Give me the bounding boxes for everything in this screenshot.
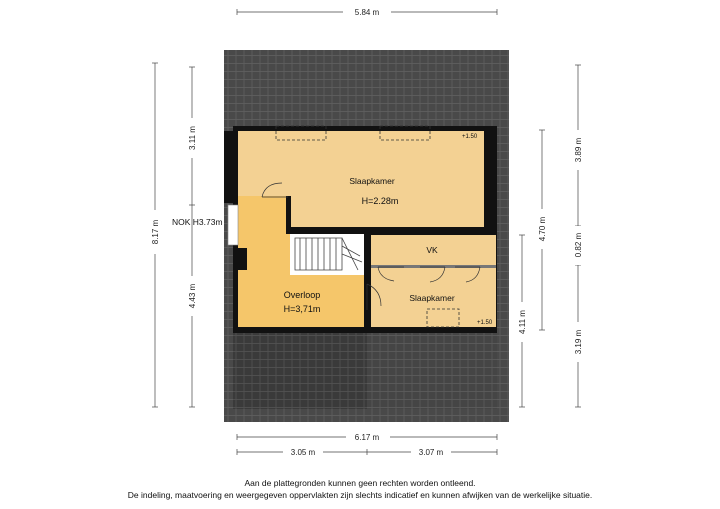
room-height-slaapkamer-top: H=2.28m: [361, 196, 399, 206]
interior-wall: [364, 232, 371, 327]
dim-right-bottom: 3.19 m: [574, 329, 583, 355]
room-name-vk: VK: [426, 245, 438, 255]
dim-left-lower: 4.43 m: [188, 283, 197, 309]
interior-wall: [290, 227, 497, 234]
dim-right-total: 3.89 m: [574, 137, 583, 163]
disclaimer-line-2: De indeling, maatvoering en weergegeven oppervlakten zijn slechts indicatief en kunnen afwijken van de werkelijke situatie.: [127, 490, 593, 500]
interior-wall: [233, 327, 497, 333]
interior-wall: [286, 196, 291, 234]
dim-bottom-right: 3.07 m: [418, 448, 444, 457]
dim-left-upper: 3.11 m: [188, 126, 197, 150]
chimney: [238, 248, 247, 270]
nok-notch: [228, 205, 238, 245]
room-name-slaapkamer-top: Slaapkamer: [349, 176, 395, 186]
disclaimer-line-1: Aan de plattegronden kunnen geen rechten worden ontleend.: [244, 478, 476, 488]
room-name-slaapkamer-right: Slaapkamer: [409, 293, 455, 303]
dim-bottom-left: 3.05 m: [290, 448, 316, 457]
stair-area: [290, 234, 364, 275]
level-marker-top: +1.50: [462, 134, 478, 140]
dim-left-total: 8.17 m: [151, 219, 160, 245]
wall-block: [484, 131, 497, 227]
dim-right-small: 0.82 m: [574, 232, 583, 258]
dim-top-width: 5.84 m: [354, 8, 380, 17]
wall-block: [224, 131, 238, 203]
wardrobe-line: [371, 265, 496, 268]
room-height-overloop: H=3,71m: [283, 304, 321, 314]
level-marker-right: +1.50: [477, 320, 493, 326]
dim-right-inner: 4.11 m: [518, 310, 527, 334]
dim-bottom-width: 6.17 m: [354, 433, 380, 442]
room-name-overloop: Overloop: [283, 290, 321, 300]
lower-roof-divider: [367, 333, 497, 409]
nok-marker: NOK H3.73m: [172, 217, 223, 227]
dim-right-mid: 4.70 m: [538, 216, 547, 242]
